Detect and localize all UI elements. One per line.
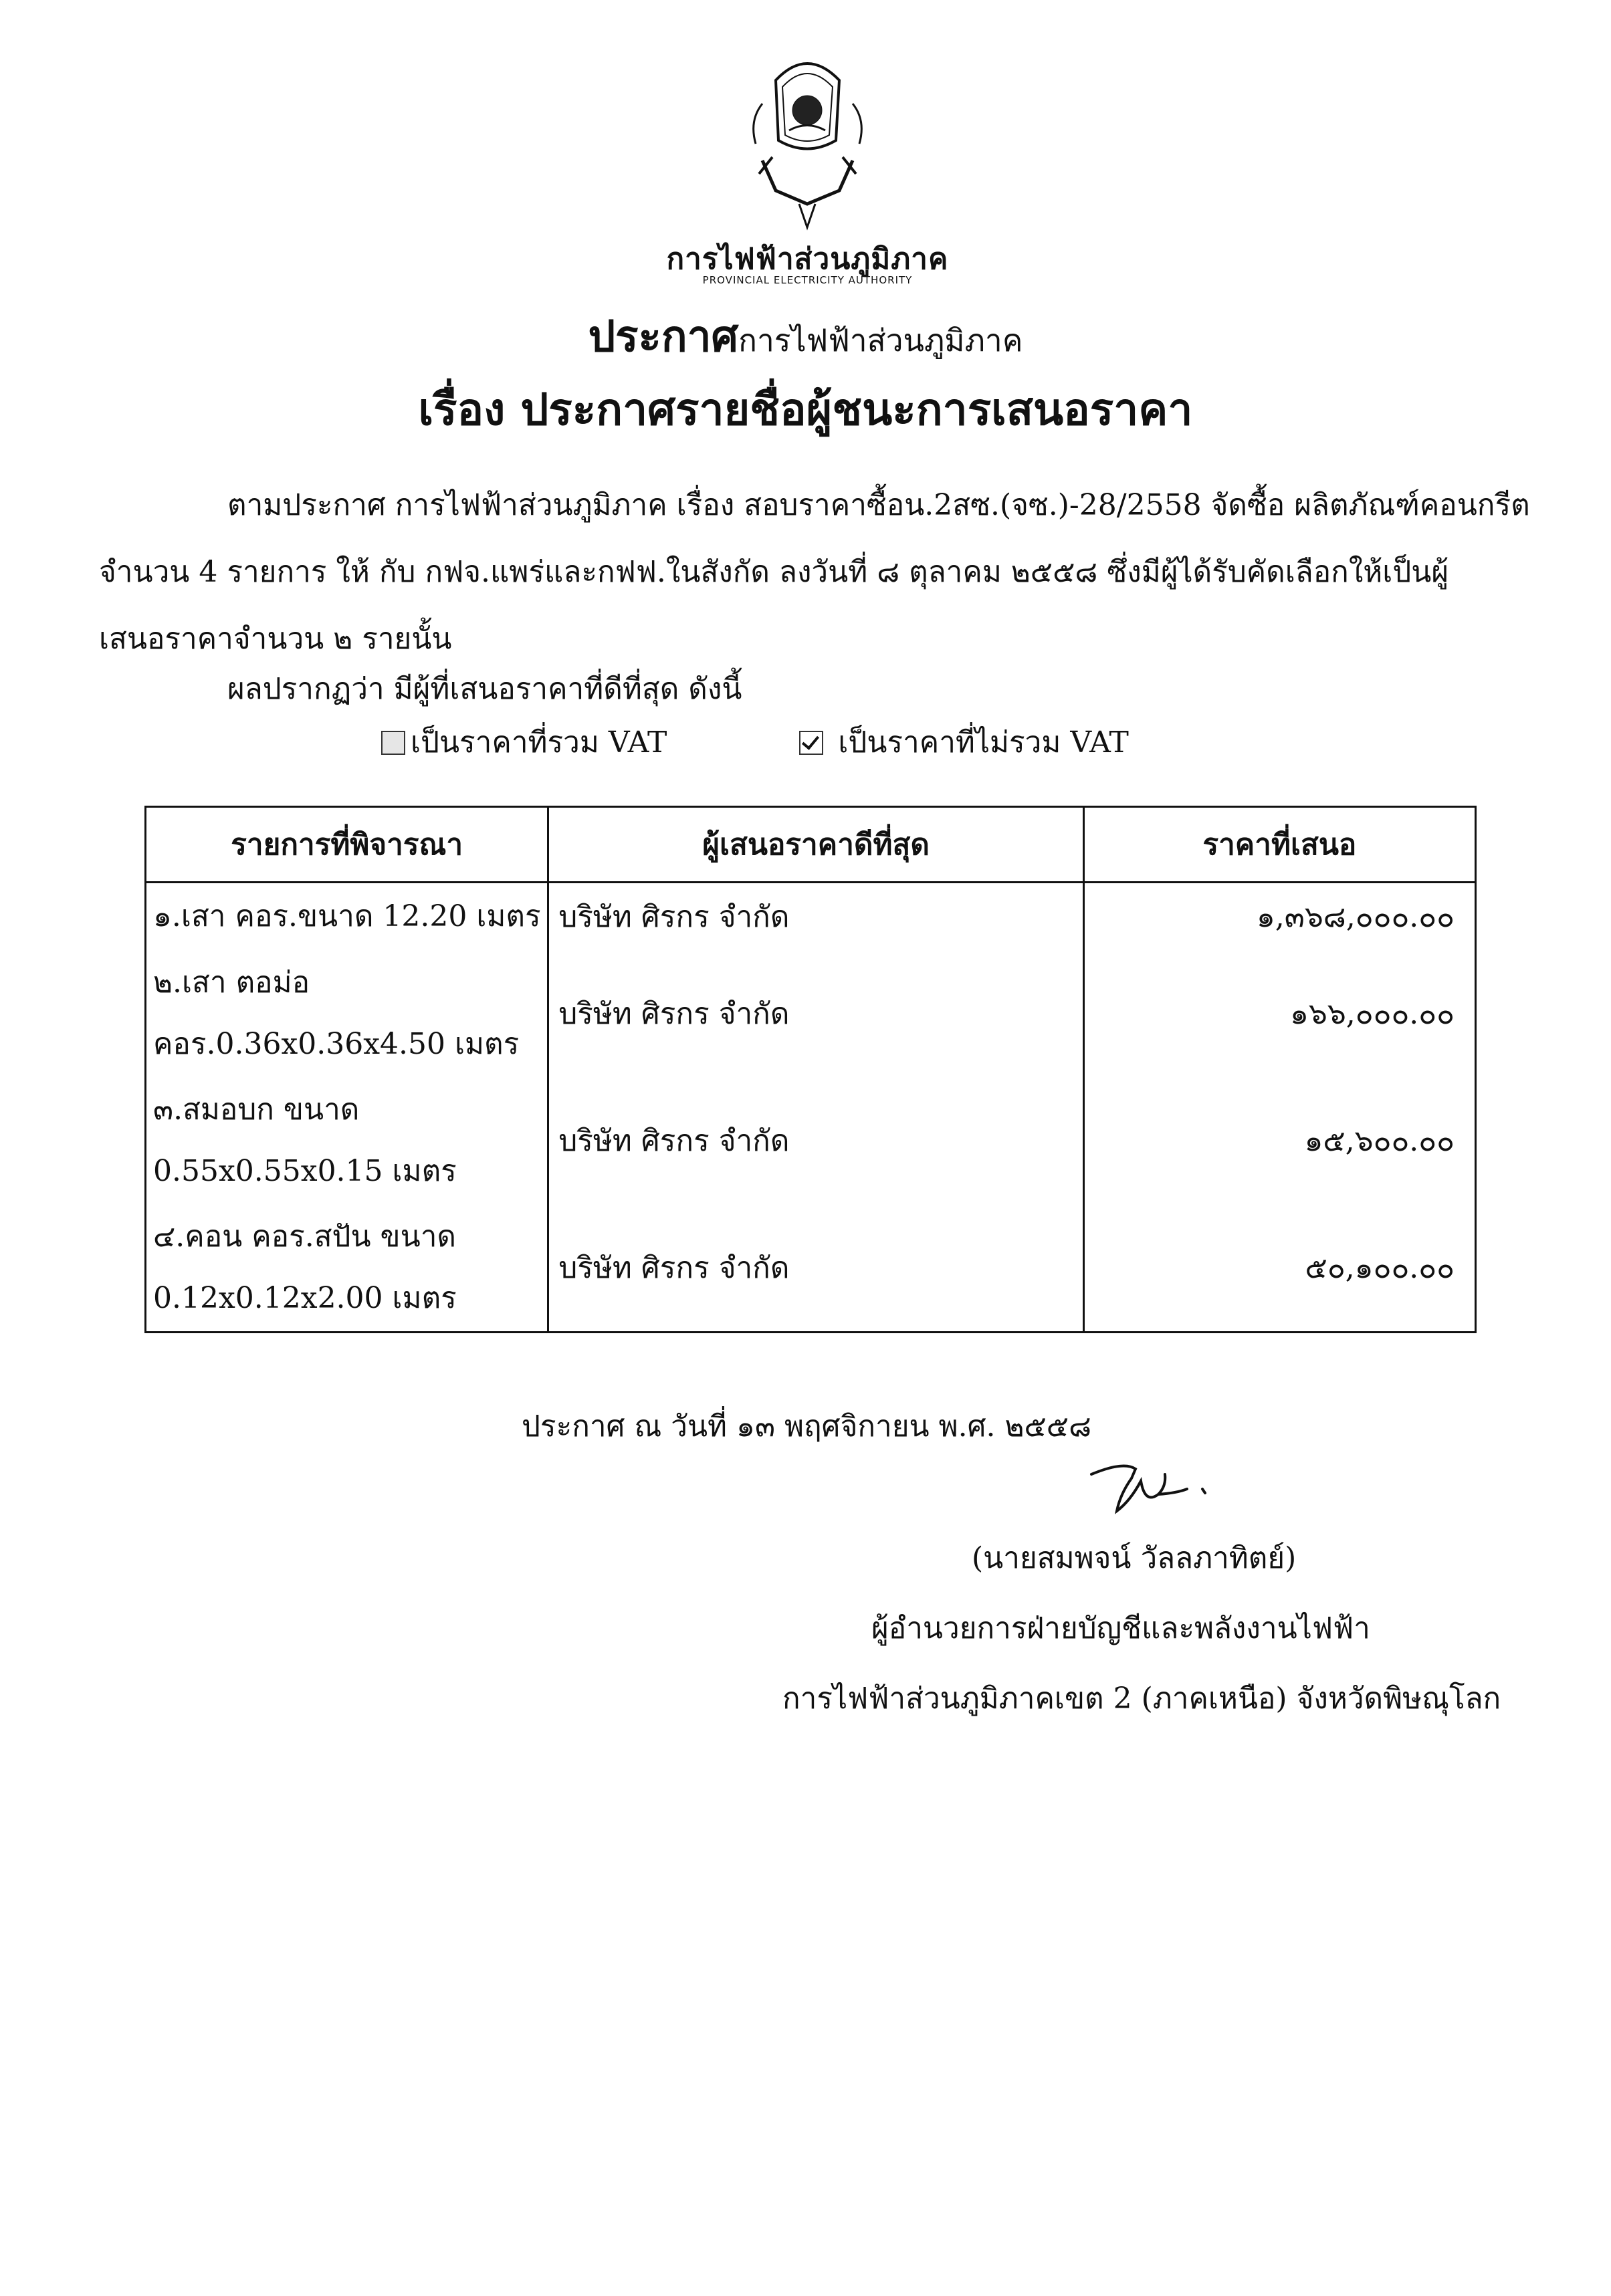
announcement-date: ประกาศ ณ วันที่ ๑๓ พฤศจิกายน พ.ศ. ๒๕๕๘ [522, 1409, 1092, 1444]
signer-title: ผู้อำนวยการฝ่ายบัญชีและพลังงานไฟฟ้า [871, 1611, 1370, 1645]
price-cell: ๑,๓๖๘,๐๐๐.๐๐ [1083, 883, 1475, 951]
body-line-2: จำนวน 4 รายการ ให้ กับ กฟจ.แพร่และกฟฟ.ในสังกัด ลงวันที่ ๘ ตุลาคม ๒๕๕๘ ซึ่งมีผู้ได้รับคัดเลือกให้เป็นผู้ [99, 555, 1449, 589]
vat-excluded-option[interactable] [799, 725, 1129, 760]
vat-excluded-checkbox[interactable] [799, 731, 823, 755]
body-line-1: ตามประกาศ การไฟฟ้าส่วนภูมิภาค เรื่อง สอบราคาซื้อน.2สซ.(จซ.)-28/2558 จัดซื้อ ผลิตภัณฑ์คอนกรีต [227, 488, 1530, 522]
vat-options [381, 719, 1129, 766]
item-dimensions: คอร.0.36x0.36x4.50 เมตร [153, 1027, 520, 1061]
header-item: รายการที่พิจารณา [146, 807, 548, 883]
announcement-label: ประกาศ [588, 312, 739, 362]
item-cell [146, 1077, 548, 1204]
item-dimensions: 0.55x0.55x0.15 เมตร [153, 1154, 457, 1188]
item-description: ๓.สมอบก ขนาด [153, 1093, 360, 1127]
item-description: ๒.เสา ตอม่อ [153, 965, 310, 1000]
item-description: ๔.คอน คอร.สปัน ขนาด [153, 1220, 456, 1254]
item-cell [146, 950, 548, 1077]
vat-included-label: เป็นราคาที่รวม VAT [411, 725, 667, 760]
item-description: ๑.เสา คอร.ขนาด 12.20 เมตร [153, 899, 541, 933]
subject-title: เรื่อง ประกาศรายชื่อผู้ชนะการเสนอราคา [418, 384, 1193, 435]
vat-excluded-label: เป็นราคาที่ไม่รวม VAT [838, 725, 1129, 760]
table-row [146, 883, 1476, 951]
announcement-org: การไฟฟ้าส่วนภูมิภาค [738, 322, 1023, 358]
item-cell [146, 1204, 548, 1333]
pea-emblem-logo [736, 40, 879, 231]
item-dimensions: 0.12x0.12x2.00 เมตร [153, 1281, 457, 1315]
price-cell: ๕๐,๑๐๐.๐๐ [1083, 1204, 1475, 1333]
organization-name-english: PROVINCIAL ELECTRICITY AUTHORITY [702, 274, 913, 286]
signer-organization: การไฟฟ้าส่วนภูมิภาคเขต 2 (ภาคเหนือ) จังหวัดพิษณุโลก [782, 1682, 1501, 1716]
header-bidder: ผู้เสนอราคาดีที่สุด [548, 807, 1084, 883]
table-row [146, 1204, 1476, 1333]
header-price: ราคาที่เสนอ [1083, 807, 1475, 883]
table-row [146, 950, 1476, 1077]
table-header-row [146, 807, 1476, 883]
table-row [146, 1077, 1476, 1204]
bidder-cell: บริษัท ศิรกร จำกัด [548, 1204, 1084, 1333]
bidder-cell: บริษัท ศิรกร จำกัด [548, 883, 1084, 951]
vat-included-option[interactable] [381, 725, 667, 760]
body-line-3: เสนอราคาจำนวน ๒ รายนั้น [99, 622, 452, 656]
signature [1083, 1454, 1217, 1524]
price-cell: ๑๖๖,๐๐๐.๐๐ [1083, 950, 1475, 1077]
organization-name-thai: การไฟฟ้าส่วนภูมิภาค [666, 242, 949, 276]
announcement-heading [0, 302, 1611, 370]
bidder-cell: บริษัท ศิรกร จำกัด [548, 950, 1084, 1077]
bidder-cell: บริษัท ศิรกร จำกัด [548, 1077, 1084, 1204]
result-table [144, 806, 1477, 1333]
price-cell: ๑๕,๖๐๐.๐๐ [1083, 1077, 1475, 1204]
result-intro: ผลปรากฏว่า มีผู้ที่เสนอราคาที่ดีที่สุด ดังนี้ [227, 672, 742, 706]
signer-name: (นายสมพจน์ วัลลภาทิตย์) [972, 1541, 1297, 1575]
vat-included-checkbox[interactable] [381, 731, 405, 755]
item-cell [146, 883, 548, 951]
